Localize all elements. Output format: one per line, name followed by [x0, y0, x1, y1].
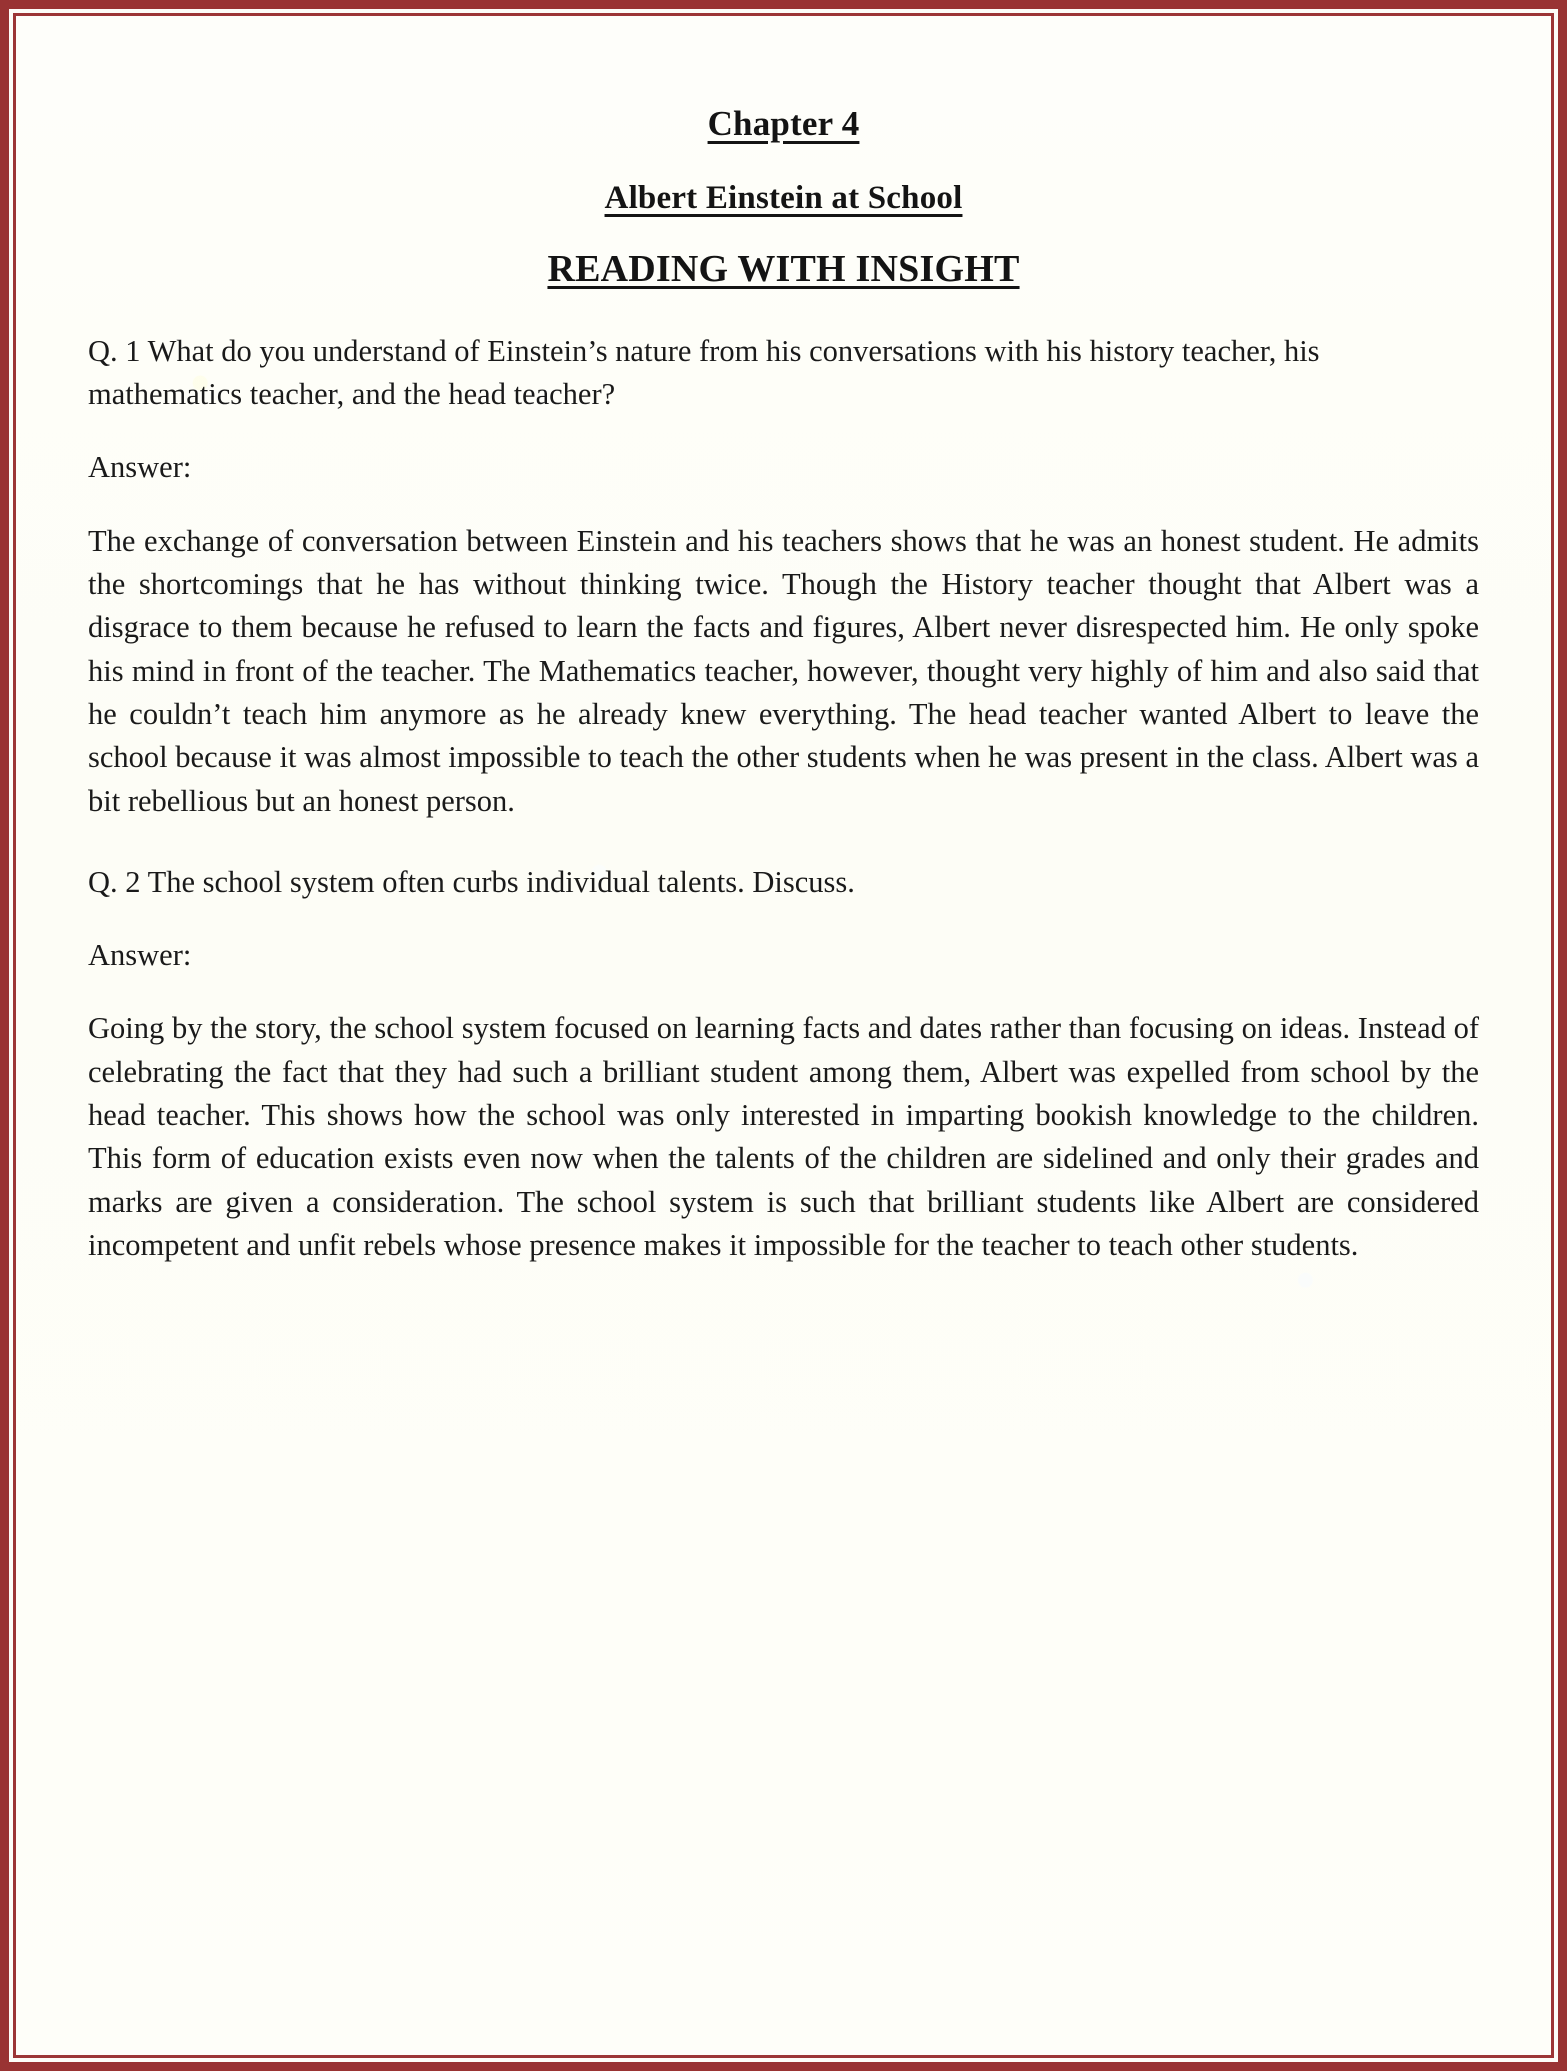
page-border-inner-rule [13, 13, 1554, 2058]
answer-label: Answer: [88, 450, 192, 485]
section-heading: READING WITH INSIGHT [547, 248, 1020, 291]
question-text: Q. 1 What do you understand of Einstein’s nature from his conversations with his history teacher, his mathematics teacher, and the head teacher? [88, 333, 1320, 412]
answer-label: Answer: [88, 938, 192, 973]
page-surface [16, 16, 1551, 2055]
chapter-heading: Chapter 4 [707, 104, 860, 143]
lesson-title-heading: Albert Einstein at School [604, 180, 963, 217]
qa-block-2 [88, 861, 1479, 1267]
page-border-gap [9, 9, 1558, 2062]
question-text: Q. 2 The school system often curbs individual talents. Discuss. [88, 864, 855, 899]
answer-text: The exchange of conversation between Einstein and his teachers shows that he was an honest student. He admits the shortcomings that he has without thinking twice. Though the History teacher thought that Albert was a disgrace to them because he refused to learn the facts and figures, Albert never disrespected him. He only spoke his mind in front of the teacher. The Mathematics teacher, however, thought very highly of him and also said that he couldn’t teach him anymore as he already knew everything. The head teacher wanted Albert to leave the school because it was almost impossible to teach the other students when he was present in the class. Albert was a bit rebellious but an honest person. [88, 523, 1479, 818]
answer-text: Going by the story, the school system focused on learning facts and dates rather than focusing on ideas. Instead of celebrating the fact that they had such a brilliant student among them, Albert was expelled from school by the head teacher. This shows how the school was only interested in imparting bookish knowledge to the children. This form of education exists even now when the talents of the children are sidelined and only their grades and marks are given a consideration. The school system is such that brilliant students like Albert are considered incompetent and unfit rebels whose presence makes it impossible for the teacher to teach other students. [88, 1011, 1479, 1262]
document-body [88, 104, 1479, 1267]
qa-block-1 [88, 330, 1479, 823]
